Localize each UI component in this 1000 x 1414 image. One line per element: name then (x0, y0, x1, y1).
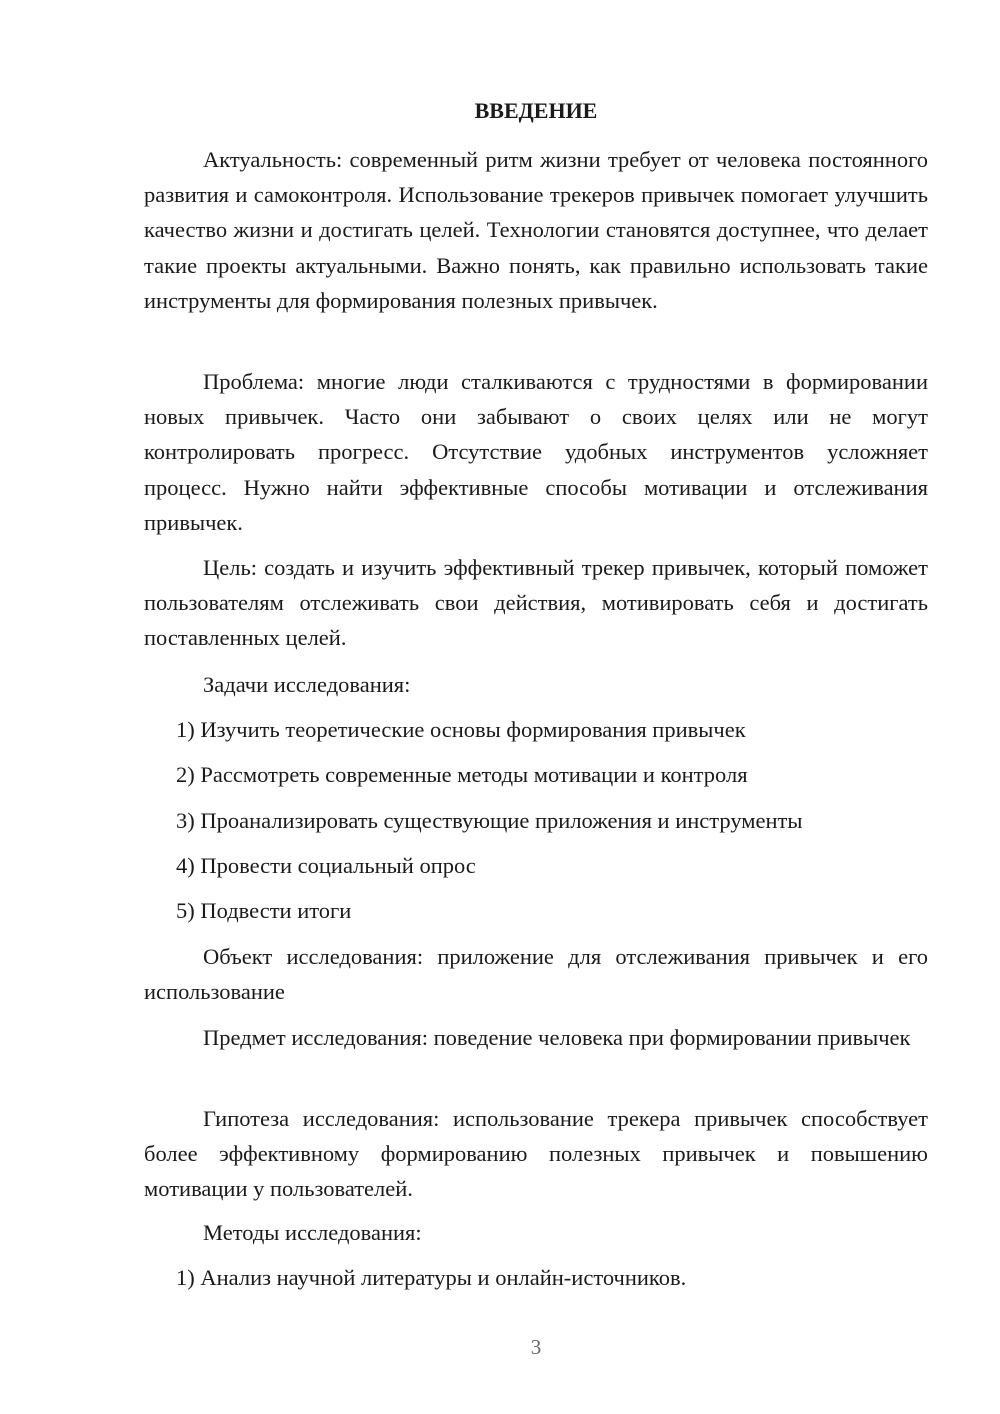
method-item: 1) Анализ научной литературы и онлайн-источников. (176, 1265, 687, 1290)
task-item: 2) Рассмотреть современные методы мотивации и контроля (176, 762, 748, 787)
page-title: ВВЕДЕНИЕ (474, 98, 598, 123)
subject-paragraph: Предмет исследования: поведение человека при формировании привычек (203, 1025, 911, 1050)
task-item: 3) Проанализировать существующие приложения и инструменты (176, 808, 803, 833)
task-item: 4) Провести социальный опрос (176, 853, 476, 878)
tasks-heading: Задачи исследования: (203, 672, 411, 697)
page-number: 3 (530, 1335, 542, 1359)
task-item: 5) Подвести итоги (176, 898, 352, 923)
problem-paragraph: Проблема: многие люди сталкиваются с трудностями в формировании новых привычек. Часто они забывают о своих целях или не могут контролировать прогресс. Отсутствие удобных инструментов усложняет процесс. Нужно найти эффективные способы мотивации и отслеживания привычек. (144, 369, 928, 535)
task-item: 1) Изучить теоретические основы формирования привычек (176, 717, 746, 742)
goal-paragraph: Цель: создать и изучить эффективный трекер привычек, который поможет пользователям отслеживать свои действия, мотивировать себя и достигать поставленных целей. (144, 555, 928, 651)
hypothesis-paragraph: Гипотеза исследования: использование трекера привычек способствует более эффективному формированию полезных привычек и повышению мотивации у пользователей. (144, 1106, 928, 1202)
methods-heading: Методы исследования: (203, 1220, 422, 1245)
relevance-paragraph: Актуальность: современный ритм жизни требует от человека постоянного развития и самоконтроля. Использование трекеров привычек помогает улучшить качество жизни и достигать целей. Технологии становятся доступнее, что делает такие проекты актуальными. Важно понять, как правильно использовать такие инструменты для формирования полезных привычек. (144, 147, 928, 313)
object-paragraph: Объект исследования: приложение для отслеживания привычек и его использование (144, 944, 928, 1005)
